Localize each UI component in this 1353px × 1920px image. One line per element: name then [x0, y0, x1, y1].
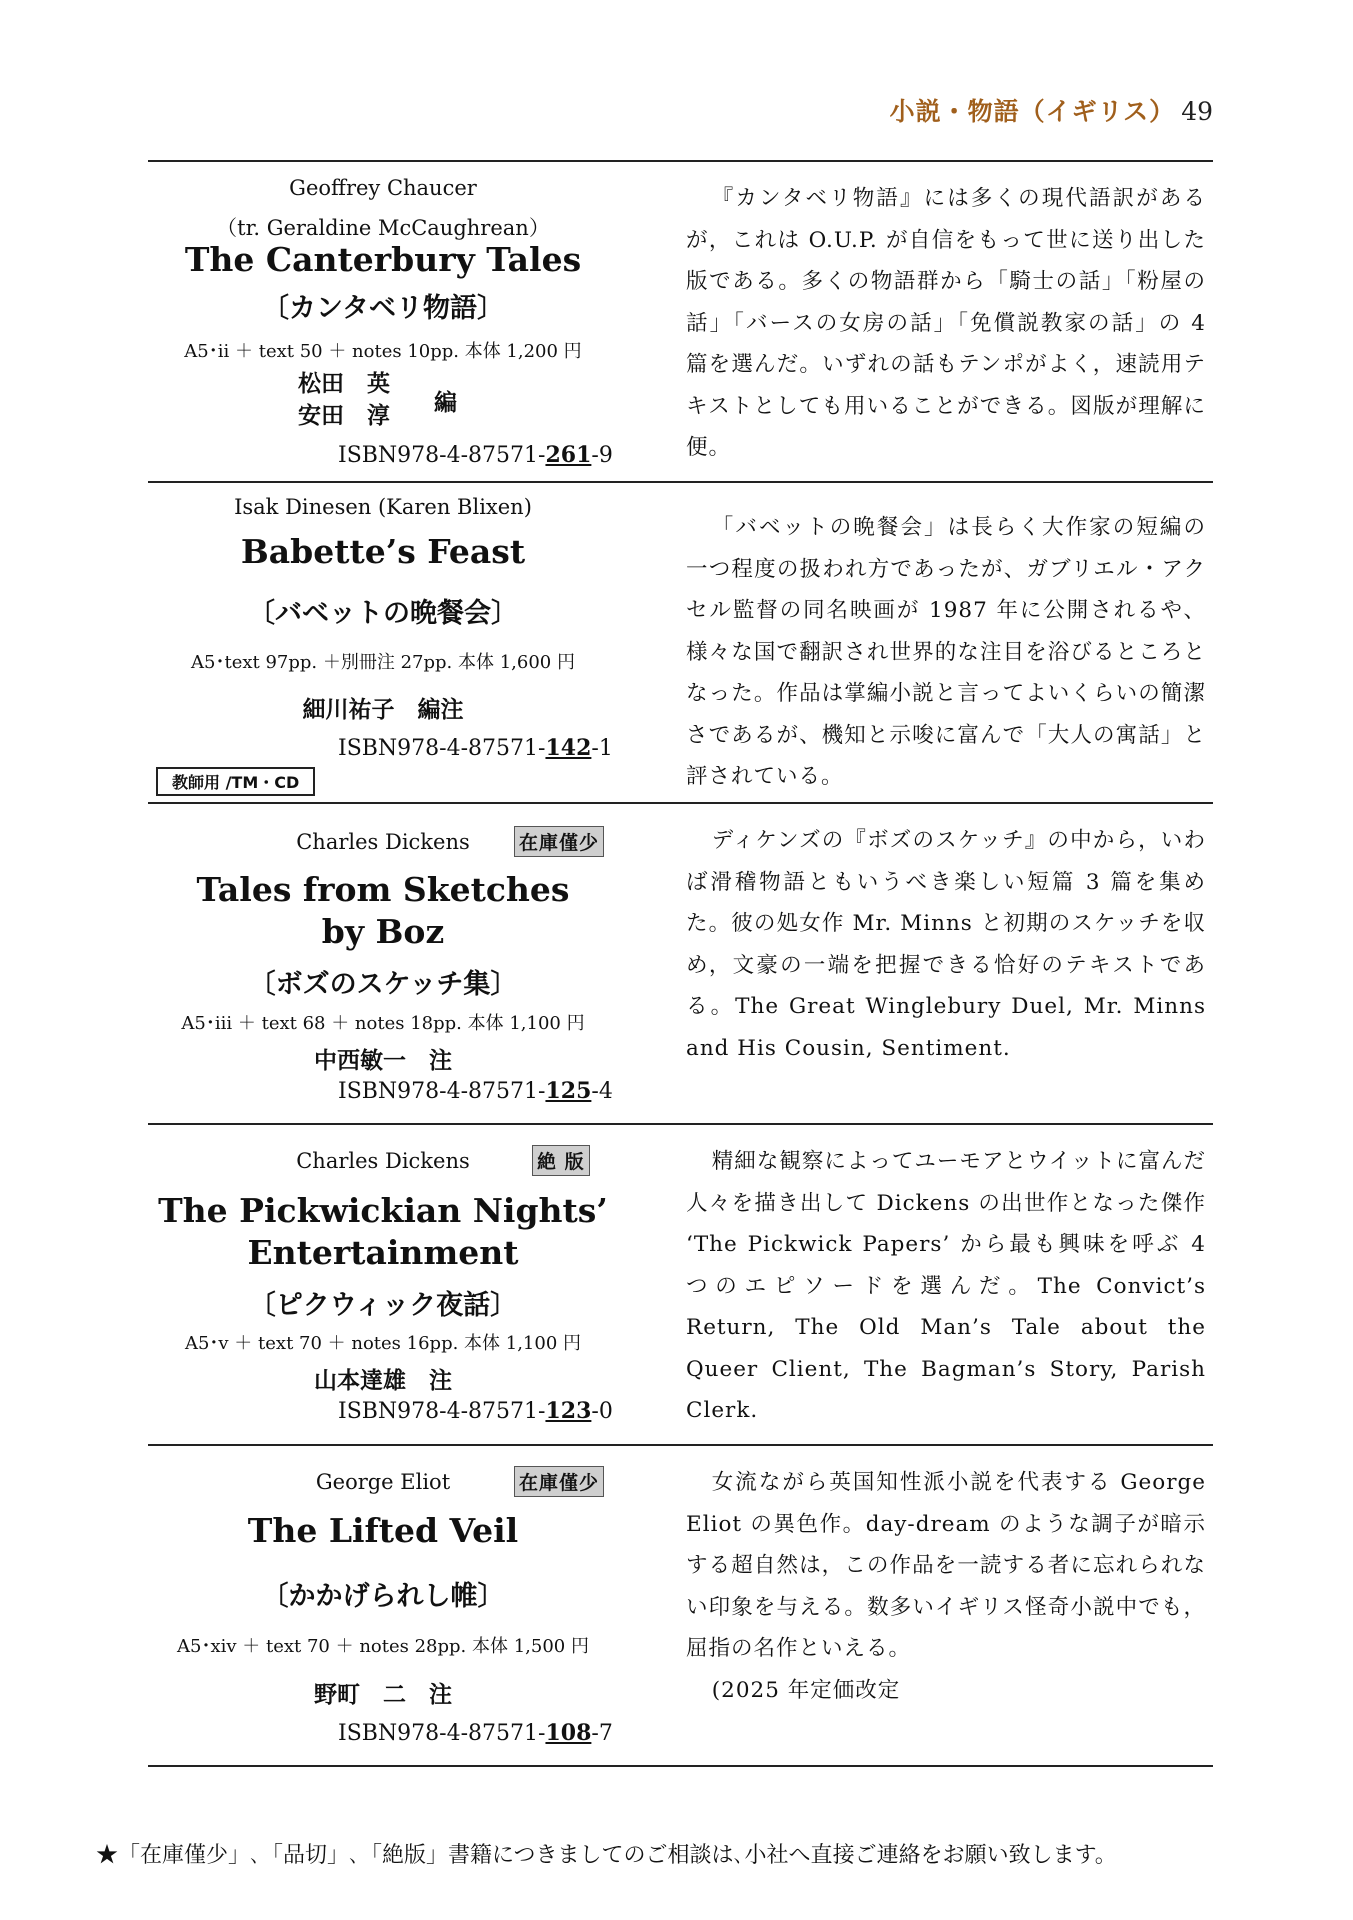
page-header [890, 92, 1213, 128]
book-author: Charles Dickens [296, 830, 470, 854]
book-isbn: ISBN978-4-87571-108-7 [338, 1720, 613, 1746]
book-description: 「バベットの晩餐会」は長らく大作家の短編の一つ程度の扱われ方であったが、ガブリエル・アクセル監督の同名映画が 1987 年に公開されるや、様々な国で翻訳され世界的な注目を浴びるところとなった。作品は掌編小説と言ってよいくらいの簡潔さであるが、機知と示唆に富んで「大人の寓話」と評されている。 [686, 515, 1206, 789]
book-title: The Canterbury Tales [184, 240, 582, 279]
book-title-jp: 〔ピクウィック夜話〕 [248, 1290, 518, 1321]
book-author: Isak Dinesen (Karen Blixen) [234, 495, 532, 519]
book-spec: A5･xiv ＋ text 70 ＋ notes 28pp. 本体 1,500 円 [177, 1636, 589, 1657]
book-title-jp: 〔かかげられし帷〕 [261, 1581, 505, 1612]
book-spec: A5･v ＋ text 70 ＋ notes 16pp. 本体 1,100 円 [184, 1333, 582, 1354]
book-author: Charles Dickens [296, 1149, 470, 1173]
book-editor: 山本達雄 注 [314, 1368, 452, 1394]
book-editor [298, 368, 457, 432]
book-description: 精細な観察によってユーモアとウイットに富んだ人々を描き出して Dickens の出世作となった傑作 ‘The Pickwick Papers’ から最も興味を呼ぶ 4 つのエピソードを選んだ。The Convict’s Return, The Old Man’s Tale about the Queer Client, The Bagman’s Story, Parish Clerk. [686, 1149, 1206, 1423]
book-editor: 細川祐子 編注 [302, 697, 464, 723]
book-spec: A5･text 97pp. ＋別冊注 27pp. 本体 1,600 円 [191, 652, 575, 673]
stock-status-badge: 在庫僅少 [514, 1466, 604, 1497]
editor-name: 安田 淳 [298, 403, 390, 429]
editor-name: 松田 英 [298, 371, 390, 397]
category-heading: 小説・物語（イギリス） [889, 97, 1176, 126]
book-entry [148, 162, 1213, 482]
book-entry [148, 804, 1213, 1124]
book-description: 『カンタベリ物語』には多くの現代語訳があるが，これは O.U.P. が自信をもって世に送り出した版である。多くの物語群から「騎士の話」「粉屋の話」「バースの女房の話」「免償説教家の話」の 4 篇を選んだ。いずれの話もテンポがよく，速読用テキストとしても用いることができる。図版が理解に便。 [686, 186, 1206, 460]
footer-note: ★「在庫僅少」､「品切」､「絶版」書籍につきましてのご相談は､小社へ直接ご連絡をお願い致します。 [96, 1843, 1117, 1868]
book-entry [148, 1125, 1213, 1445]
book-isbn: ISBN978-4-87571-123-0 [338, 1398, 613, 1424]
book-isbn: ISBN978-4-87571-142-1 [338, 735, 613, 761]
book-entry [148, 1446, 1213, 1766]
page-number: 49 [1181, 97, 1213, 126]
book-entry [148, 483, 1213, 803]
book-title-jp: 〔バベットの晩餐会〕 [248, 598, 518, 629]
book-title: by Boz [321, 912, 445, 951]
teacher-material-badge: 教師用 /TM・CD [156, 767, 315, 796]
book-title: Tales from Sketches [196, 870, 570, 909]
stock-status-badge: 絶 版 [532, 1145, 590, 1176]
book-description: 女流ながら英国知性派小説を代表する George Eliot の異色作。day-dream のような調子が暗示する超自然は，この作品を一読する者に忘れられない印象を与える。数多いイギリス怪奇小説中でも，屈指の名作といえる。 (2025 年定価改定 [686, 1462, 1206, 1711]
book-description: ディケンズの『ボズのスケッチ』の中から，いわば滑稽物語ともいうべき楽しい短篇 3 篇を集めた。彼の処女作 Mr. Minns と初期のスケッチを収め，文豪の一端を把握できる恰好のテキストである。The Great Winglebury Duel, Mr. Minns and His Cousin, Sentiment. [686, 828, 1206, 1061]
book-title: Babette’s Feast [240, 532, 526, 571]
book-editor: 野町 二 注 [314, 1682, 452, 1708]
book-title-jp: 〔ボズのスケッチ集〕 [248, 969, 518, 1000]
editor-role: 編 [434, 390, 457, 416]
book-title: The Pickwickian Nights’ [158, 1191, 608, 1230]
book-title-jp: 〔カンタベリ物語〕 [262, 293, 504, 324]
price-revision-note: (2025 年定価改定 [711, 1677, 901, 1703]
stock-status-badge: 在庫僅少 [514, 826, 604, 857]
book-title: Entertainment [247, 1233, 519, 1272]
book-spec: A5･ii ＋ text 50 ＋ notes 10pp. 本体 1,200 円 [184, 341, 582, 362]
book-title: The Lifted Veil [247, 1511, 519, 1550]
book-spec: A5･iii ＋ text 68 ＋ notes 18pp. 本体 1,100 円 [181, 1013, 585, 1034]
book-isbn: ISBN978-4-87571-261-9 [338, 442, 613, 468]
book-isbn: ISBN978-4-87571-125-4 [338, 1078, 613, 1104]
book-translator: （tr. Geraldine McCaughrean） [216, 216, 550, 240]
book-author: George Eliot [315, 1470, 451, 1494]
book-editor: 中西敏一 注 [314, 1048, 452, 1074]
book-author: Geoffrey Chaucer [289, 176, 477, 200]
